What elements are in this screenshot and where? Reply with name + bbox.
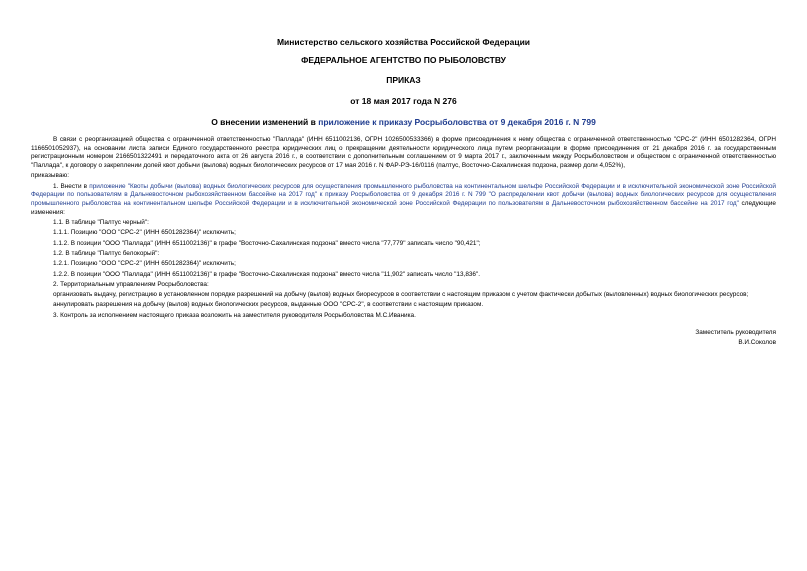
item-1-2: 1.2. В таблице "Палтус белокорый": — [53, 250, 160, 257]
item-1-prefix: 1. Внести в — [53, 182, 90, 190]
title-link[interactable]: приложение к приказу Росрыболовства от 9 декабря 2016 г. N 799 — [318, 117, 596, 127]
order-word: приказываю: — [31, 172, 69, 180]
item-1-2-2: 1.2.2. В позиции "ООО "Паллада" (ИНН 6511002136)" в графе "Восточно-Сахалинская подзона" вместо числа "11,902" записать число "13,836". — [53, 270, 481, 278]
document-type: ПРИКАЗ — [386, 75, 421, 85]
item-1-1: 1.1. В таблице "Палтус черный": — [53, 219, 149, 227]
title-prefix: О внесении изменений в — [211, 117, 319, 127]
signatory-position: Заместитель руководителя — [695, 329, 776, 337]
item-2-a: организовать выдачу, регистрацию в установленном порядке разрешений на добычу (вылов) водных биоресурсов в соответствии с настоящим приказом с учетом фактически добытых (выловленных) водных биологических ресурсов; — [53, 291, 749, 299]
item-2: 2. Территориальным управлениям Росрыболовства: — [53, 280, 209, 288]
agency-name: ФЕДЕРАЛЬНОЕ АГЕНТСТВО ПО РЫБОЛОВСТВУ — [301, 55, 506, 65]
ministry-name: Министерство сельского хозяйства Российской Федерации — [276, 37, 531, 47]
item-3: 3. Контроль за исполнением настоящего приказа возложить на заместителя руководителя Росрыболовства М.С.Иваника. — [53, 311, 416, 319]
document-page — [31, 32, 776, 348]
item-1-1-1: 1.1.1. Позицию "ООО "СРС-2" (ИНН 6501282364)" исключить; — [53, 229, 236, 237]
item-1 — [31, 183, 776, 218]
item-2-b: аннулировать разрешения на добычу (вылов) водных биологических ресурсов, выданные ООО "СРС-2", в соответствии с настоящим приказом. — [53, 301, 484, 309]
document-body — [31, 136, 776, 320]
item-1-suffix: следующие изменения: — [31, 200, 776, 216]
signatory-name: В.И.Соколов — [738, 339, 776, 347]
item-1-1-2: 1.1.2. В позиции "ООО "Паллада" (ИНН 6511002136)" в графе "Восточно-Сахалинская подзона" вместо числа "77,779" записать число "90,421"; — [53, 239, 481, 247]
preamble-paragraph: В связи с реорганизацией общества с ограниченной ответственностью "Паллада" (ИНН 6511002136, ОГРН 1026500533366) в форме присоединения к нему общества с ограниченной ответственностью "СРС-2" (ИНН 6501282364, ОГРН 1166501052937), на основании листа записи Единого государственного реестра юридических лиц о прекращении деятельности юридического лица путем реорганизации в форме присоединения от 21 декабря 2016 г. за государственным регистрационным номером 2166501322491 и передаточного акта от 26 августа 2016 г., в соответствии с дополнительным соглашением от 9 марта 2017 г., заключенным между Росрыболовством и обществом с ограниченной ответственностью "Паллада", к договору о закреплении долей квот добычи (вылова) водных биологических ресурсов от 17 мая 2016 г. N ФАР-РЭ-16/0116 (палтус, Восточно-Сахалинская подзона, размер доли 4,052%), — [31, 136, 776, 170]
document-title — [31, 117, 776, 128]
signature-block — [31, 328, 776, 348]
item-1-2-1: 1.2.1. Позицию "ООО "СРС-2" (ИНН 6501282364)" исключить; — [53, 260, 236, 268]
document-date-number: от 18 мая 2017 года N 276 — [350, 96, 457, 106]
item-1-link[interactable]: приложение "Квоты добычи (вылова) водных биологических ресурсов для осуществления промышленного рыболовства на континентальном шельфе Российской Федерации и в исключительной экономической зоне Российской Федерации по пользователям в Дальневосточном рыбохозяйственном бассейне на 2017 год" к приказу Росрыболовства от 9 декабря 2016 г. N 799 "О распределении квот добычи (вылова) водных биологических ресурсов для осуществления промышленного рыболовства на континентальном шельфе Российской Федерации и в исключительной экономической зоне Российской Федерации по пользователям в Дальневосточном рыбохозяйственном бассейне на 2017 год" — [31, 182, 776, 208]
